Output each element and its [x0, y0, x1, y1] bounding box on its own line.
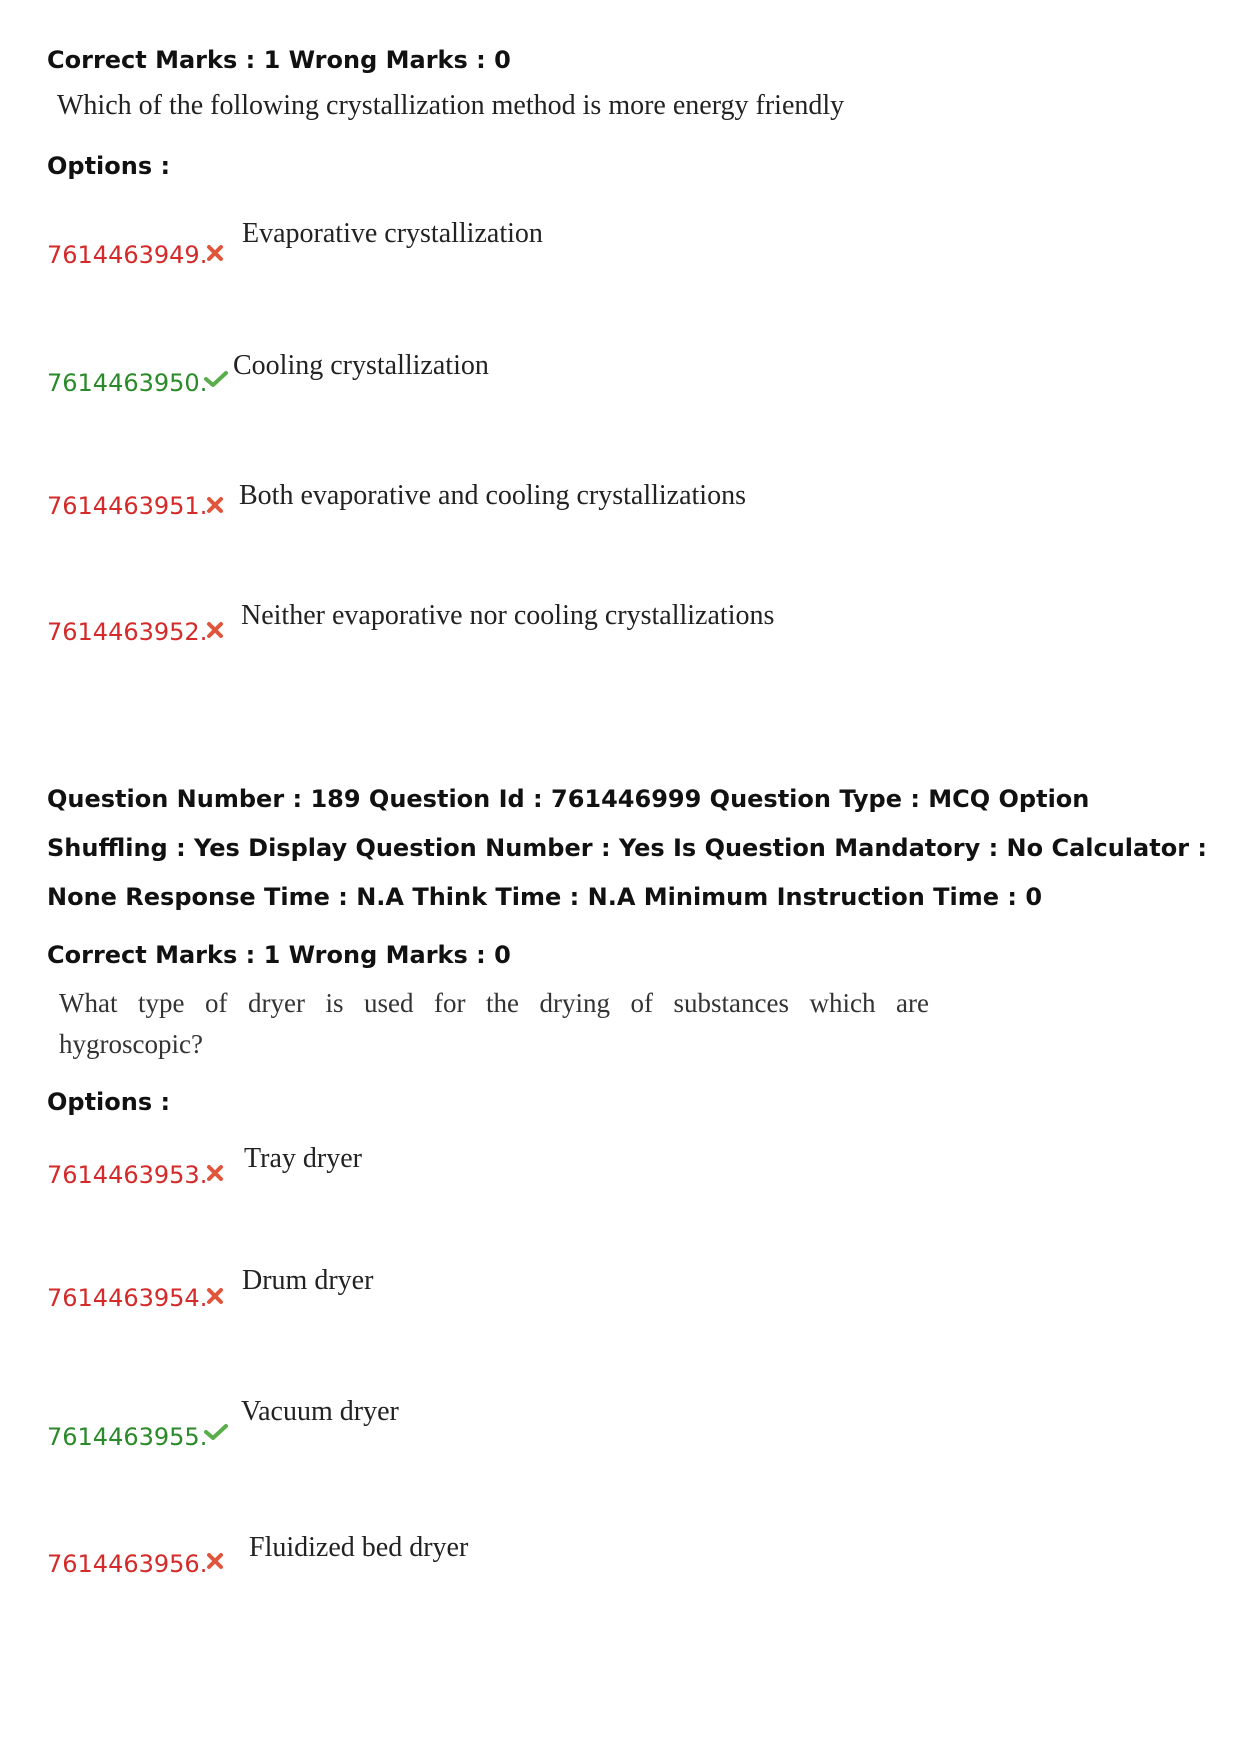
cross-icon: [206, 1552, 224, 1570]
q2-option-1-text: Tray dryer: [244, 1143, 362, 1174]
cross-icon: [206, 1164, 224, 1182]
q1-option-2-text: Cooling crystallization: [233, 350, 489, 381]
cross-icon: [206, 621, 224, 639]
q2-question-text: What type of dryer is used for the drying of substances which are hygroscopic?: [59, 988, 929, 1059]
q2-option-2-id: 7614463954.: [47, 1284, 208, 1312]
cross-icon: [206, 244, 224, 262]
q2-option-2-text: Drum dryer: [242, 1265, 374, 1296]
q1-question-text: Which of the following crystallization method is more energy friendly: [57, 90, 845, 121]
q2-option-3-id: 7614463955.: [47, 1423, 208, 1451]
q2-options-label: Options :: [47, 1088, 171, 1116]
q1-option-1-text: Evaporative crystallization: [242, 218, 543, 249]
check-icon: [204, 1423, 228, 1441]
q1-option-4-id: 7614463952.: [47, 618, 208, 646]
q2-option-1-id: 7614463953.: [47, 1161, 208, 1189]
q2-marks: Correct Marks : 1 Wrong Marks : 0: [47, 941, 511, 969]
q1-option-4-text: Neither evaporative nor cooling crystallizations: [241, 600, 775, 631]
check-icon: [204, 370, 228, 388]
q2-option-4-id: 7614463956.: [47, 1550, 208, 1578]
q2-option-3-text: Vacuum dryer: [241, 1396, 399, 1427]
cross-icon: [206, 1287, 224, 1305]
q1-option-1-id: 7614463949.: [47, 241, 208, 269]
q2-question-header: Question Number : 189 Question Id : 761446999 Question Type : MCQ Option Shuffling : Yes Display Question Number : Yes Is Question Mandatory : No Calculator : None Response Time : N.A Think Time : N.A Minimum Instruction Time : 0: [47, 785, 1207, 911]
q1-options-label: Options :: [47, 152, 171, 180]
cross-icon: [206, 496, 224, 514]
q1-option-3-text: Both evaporative and cooling crystallizations: [239, 480, 746, 511]
q2-option-4-text: Fluidized bed dryer: [249, 1532, 469, 1563]
q1-marks: Correct Marks : 1 Wrong Marks : 0: [47, 46, 511, 74]
q1-option-2-id: 7614463950.: [47, 369, 208, 397]
q1-option-3-id: 7614463951.: [47, 492, 208, 520]
